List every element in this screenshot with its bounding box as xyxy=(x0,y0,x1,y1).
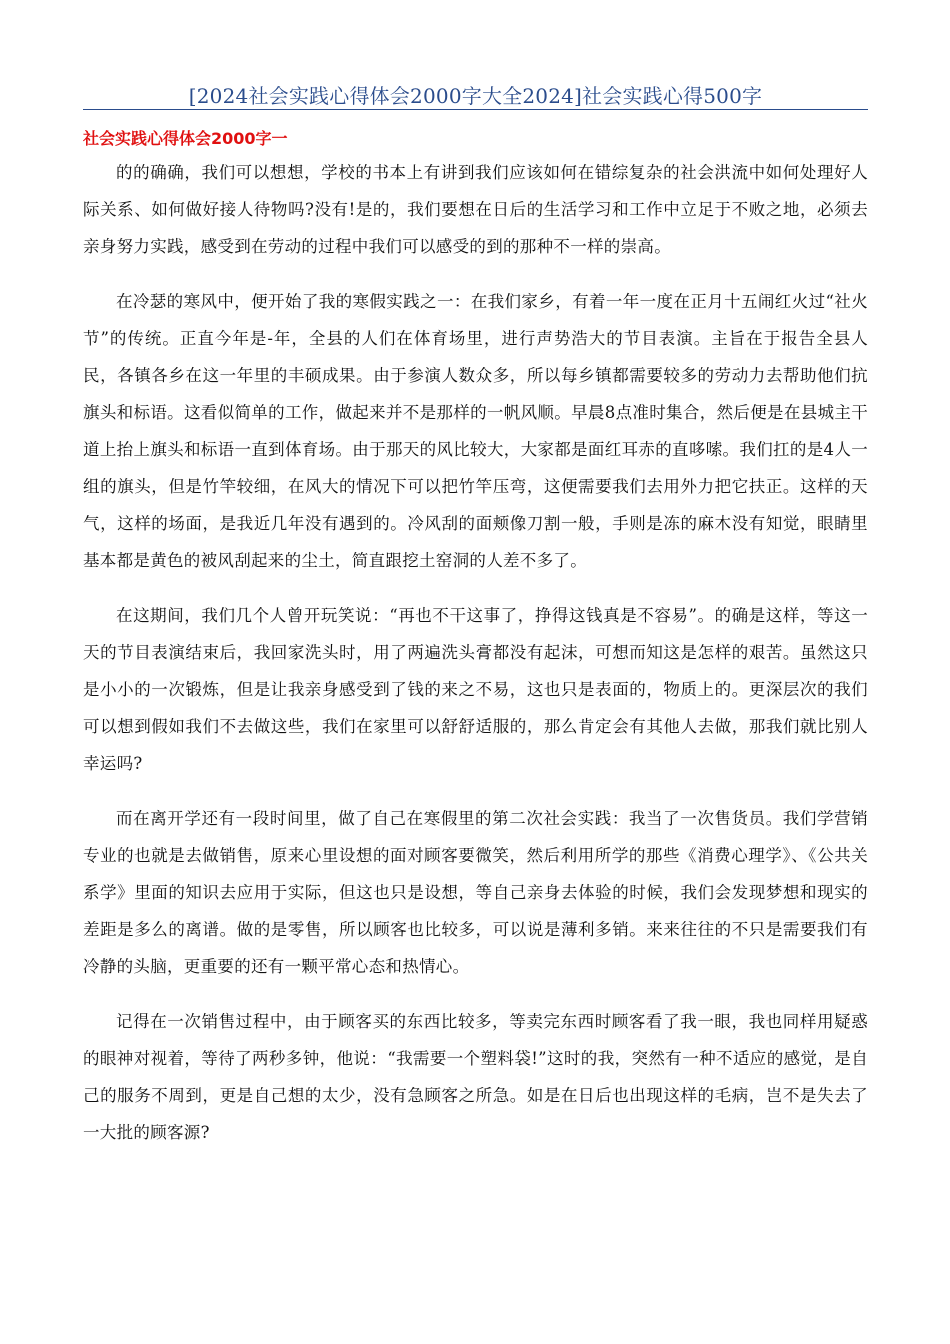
document-body xyxy=(83,154,868,1169)
document-title: [2024社会实践心得体会2000字大全2024]社会实践心得500字 xyxy=(188,84,763,108)
paragraph-2: 在冷瑟的寒风中，便开始了我的寒假实践之一：在我们家乡，有着一年一度在正月十五闹红火过“社火节”的传统。正直今年是-年，全县的人们在体育场里，进行声势浩大的节目表演。主旨在于报告全县人民，各镇各乡在这一年里的丰硕成果。由于参演人数众多，所以每乡镇都需要较多的劳动力去帮助他们抗旗头和标语。这看似简单的工作，做起来并不是那样的一帆风顺。早晨8点准时集合，然后便是在县城主干道上抬上旗头和标语一直到体育场。由于那天的风比较大，大家都是面红耳赤的直哆嗦。我们扛的是4人一组的旗头，但是竹竿较细，在风大的情况下可以把竹竿压弯，这便需要我们去用外力把它扶正。这样的天气，这样的场面，是我近几年没有遇到的。冷风刮的面颊像刀割一般，手则是冻的麻木没有知觉，眼睛里基本都是黄色的被风刮起来的尘土，简直跟挖土窑洞的人差不多了。 xyxy=(83,292,868,570)
paragraph-1: 的的确确，我们可以想想，学校的书本上有讲到我们应该如何在错综复杂的社会洪流中如何处理好人际关系、如何做好接人待物吗?没有!是的，我们要想在日后的生活学习和工作中立足于不败之地，必须去亲身努力实践，感受到在劳动的过程中我们可以感受的到的那种不一样的崇高。 xyxy=(83,163,868,256)
paragraph-5: 记得在一次销售过程中，由于顾客买的东西比较多，等卖完东西时顾客看了我一眼，我也同样用疑惑的眼神对视着，等待了两秒多钟，他说：“我需要一个塑料袋!”这时的我，突然有一种不适应的感觉，是自己的服务不周到，更是自己想的太少，没有急顾客之所急。如是在日后也出现这样的毛病，岂不是失去了一大批的顾客源? xyxy=(83,1012,868,1142)
title-divider xyxy=(83,109,868,110)
paragraph-3: 在这期间，我们几个人曾开玩笑说：“再也不干这事了，挣得这钱真是不容易”。的确是这样，等这一天的节目表演结束后，我回家洗头时，用了两遍洗头膏都没有起沫，可想而知这是怎样的艰苦。虽然这只是小小的一次锻炼，但是让我亲身感受到了钱的来之不易，这也只是表面的，物质上的。更深层次的我们可以想到假如我们不去做这些，我们在家里可以舒舒适服的，那么肯定会有其他人去做，那我们就比别人幸运吗? xyxy=(83,606,868,773)
paragraph-4: 而在离开学还有一段时间里，做了自己在寒假里的第二次社会实践：我当了一次售货员。我们学营销专业的也就是去做销售，原来心里设想的面对顾客要微笑，然后利用所学的那些《消费心理学》、《公共关系学》里面的知识去应用于实际，但这也只是设想，等自己亲身去体验的时候，我们会发现梦想和现实的差距是多么的离谱。做的是零售，所以顾客也比较多，可以说是薄利多销。来来往往的不只是需要我们有冷静的头脑，更重要的还有一颗平常心态和热情心。 xyxy=(83,809,868,976)
section-heading: 社会实践心得体会2000字一 xyxy=(83,129,288,148)
